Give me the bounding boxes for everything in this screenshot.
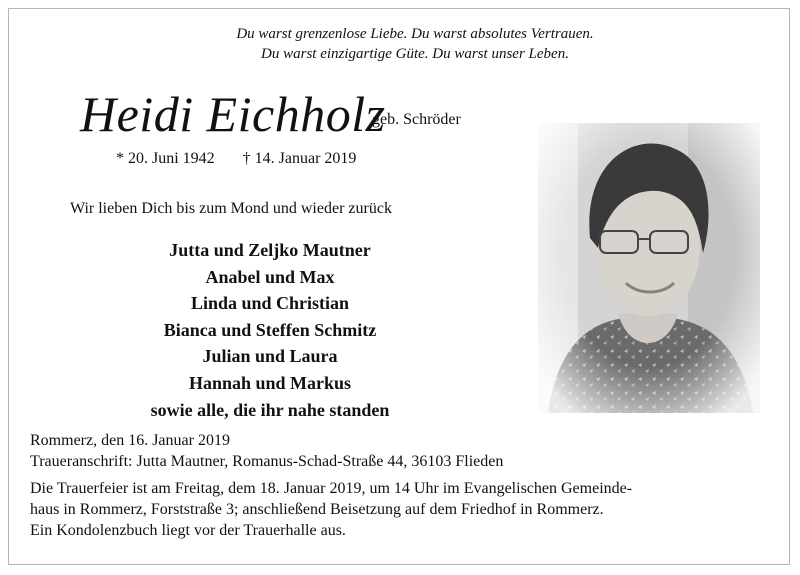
mourning-address: Traueranschrift: Jutta Mautner, Romanus-Schad-Straße 44, 36103 Flieden [30,453,504,470]
funeral-details-line: Die Trauerfeier ist am Freitag, dem 18. Januar 2019, um 14 Uhr im Evangelischen Gemeinde- [30,480,633,497]
mourner-entry: Anabel und Max [205,266,335,287]
quote-line: Du warst grenzenlose Liebe. Du warst absolutes Vertrauen. [236,26,594,42]
mourners-list [100,237,440,423]
funeral-details-line: Ein Kondolenzbuch liegt vor der Trauerhalle aus. [30,522,346,539]
life-dates [116,150,356,168]
quote-line: Du warst einzigartige Güte. Du warst unser Leben. [261,46,569,62]
mourner-entry: Julian und Laura [202,346,338,367]
mourner-entry: Jutta und Zeljko Mautner [169,240,371,260]
motto: Wir lieben Dich bis zum Mond und wieder zurück [70,200,392,217]
death-date: † 14. Januar 2019 [242,150,357,167]
portrait-photo [538,123,760,413]
maiden-name: geb. Schröder [372,111,461,128]
portrait-icon [538,123,760,413]
place-and-date: Rommerz, den 16. Januar 2019 [30,432,230,449]
funeral-details [30,478,750,541]
memorial-quote [180,24,650,64]
mourner-entry: Linda und Christian [190,293,350,314]
birth-date: * 20. Juni 1942 [116,150,215,167]
mourner-entry: sowie alle, die ihr nahe standen [150,399,390,420]
mourner-entry: Hannah und Markus [188,372,352,393]
mourner-entry: Bianca und Steffen Schmitz [163,319,377,340]
notice-footer [30,430,750,541]
funeral-details-line: haus in Rommerz, Forststraße 3; anschließend Beisetzung auf dem Friedhof in Rommerz. [30,501,604,518]
deceased-name: Heidi Eichholz [80,86,386,142]
